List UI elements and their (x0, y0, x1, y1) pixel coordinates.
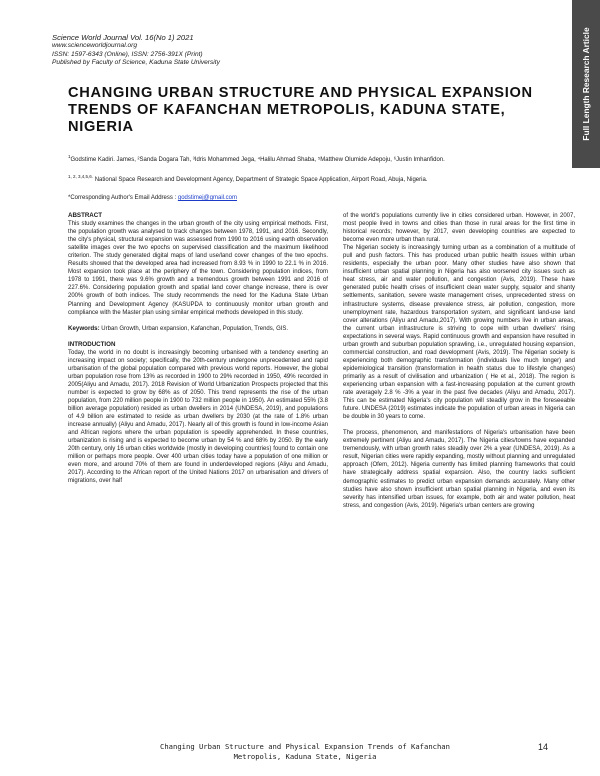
running-footer (90, 742, 520, 762)
corresponding-label: *Corresponding Author's Email Address : (68, 195, 178, 201)
article-title: CHANGING URBAN STRUCTURE AND PHYSICAL EXPANSION TRENDS OF KAFANCHAN METROPOLIS, KADUNA STATE, NIGERIA (68, 85, 533, 135)
paragraph-3: The process, phenomenon, and manifestations of Nigeria's urbanisation have been extremely pertinent (Aliyu and Amadu, 2017). The Nigeria cities/towns have expanded tremendously, with urban growth rates steadily over 2% a year (UNDESA, 2019). As a result, Nigerian cities were rapidly expanding, mostly without planning and unregulated approach (Ofem, 2012). Nigeria currently has limited planning frameworks that could have strategically address spatial expansion. Also, the country lacks sufficient demographic estimates to predict urban expansion demands accurately. Many other studies have also shown insufficient urban spatial planning in Nigeria, and even its severity has intensified urban issues, for example, both air and water pollution, heat stress, and congestion (Avis, 2019). Nigeria's urban centers are growing (343, 430, 575, 509)
journal-website: www.scienceworldjournal.org (52, 42, 138, 50)
corresponding-email-link[interactable]: godstimej@gmail.com (177, 195, 237, 201)
paragraph-2: The Nigerian society is increasingly turning urban as a combination of a multitude of pull and push factors. This has produced urban public health issues within urban residents, especially the urban poor. Many other studies have also shown that insufficient urban spatial planning in Nigeria has also worsened city issues such as heat stress, air and water pollution, and congestion (Avis, 2019). These have generated public health crises of insufficient clean water supply, squalor and shanty settlements, sanitation, severe waste management crises, unprecedented stress on infrastructure systems, disease prevalence stress, air pollution, congestion, more unemployment rate, hazardous transportation system, and significant land-use land cover alterations (Aliyu and Amadu,2017). With growing numbers live in urban areas, the current urban infrastructure is striving to cope with urban dwellers' rising expectations in several ways. Rapid continuous growth and expansion have resulted in urban growth and suburban population sprawling, i.e., unregulated housing expansion, commercial construction, and road development (Avis, 2019). The Nigerian society is experiencing both demographic transformation (individuals live much longer) and epidemiological transition (transformation in health status due to lifestyle changes) primarily as a result of civilisation and urbanization ( He et al., 2018). The region is experiencing urban expansion with a fast-increasing population at the current growth rate averagely 2.8 % -3% a year in the past five decades (Aliyu and Amadu, 2017). This can be estimated Nigeria's city population will steadily grow in the foreseeable future. UNDESA (2019) estimates indicate the population of urban areas in Nigeria can be double in 30 years to come. (343, 245, 575, 421)
affiliation-text: National Space Research and Development Agency, Department of Strategic Space Application, Airport Road, Abuja, Nigeria. (94, 177, 428, 183)
page-number: 14 (538, 742, 549, 752)
footer-line-1: Changing Urban Structure and Physical Expansion Trends of Kafanchan (160, 742, 450, 751)
journal-title: Science World Journal Vol. 16(No 1) 2021 (52, 33, 194, 42)
affiliation-sup: 1, 2, 3,4,5,6. (68, 174, 94, 179)
footer-line-2: Metropolis, Kaduna State, Nigeria (233, 752, 377, 761)
journal-publisher: Published by Faculty of Science, Kaduna State University (52, 59, 220, 67)
affiliation (68, 173, 558, 184)
right-column (343, 212, 575, 510)
author-sup: 1 (68, 154, 71, 159)
article-type-label: Full Length Research Article (581, 27, 591, 141)
left-column (68, 212, 328, 486)
journal-header (52, 33, 472, 68)
abstract-heading: ABSTRACT (68, 212, 103, 219)
author-list (68, 153, 558, 164)
introduction-text: Today, the world in no doubt is increasingly becoming urbanised with a tendency exerting an increasing impact on society; specifically, the 20th-century undergone unprecedented and rapid urbanisation of the global population compared with previous world reports. However, the global urban population rose from 13% as recorded in 1900 to 29% recorded in 1950, 49% recorded in 2005(Aliyu and Amadu, 2017). 2018 Revision of World Urbanization Prospects projected that this number is expected to grow by 68% as of 2050. This trend represents the rise of the urban population, from 220 million people in 1900 to 732 million people in 1950). An estimated 55% (3.8 billion average population) resided as urban dwellers in 2014 (UNDESA, 2019), and populations of 4.9 billion are estimated to reside as urban dwellers by 2030 (at the rate of 1.8% urban increase annually) (Aliyu and Amadu, 2017). Nearly all of this growth is found in low-income Asian and African regions where the urban population is speedily apprehended. In these countries, urbanization is rising and is expected to become urban by 54 % and 68% by 2050. By the early 20th century, only 16 urban cities worldwide (mostly in developing countries) found to contain one million or perhaps more people. Over 400 urban cities today have a population of one million or even more, and around 70% of them are found in underdeveloped regions (Aliyu and Amadu, 2017). According to the African report of the United Nations 2017 on urbanisation and drivers of migrations, over half (68, 349, 328, 485)
corresponding-author (68, 194, 558, 202)
article-type-tab (572, 0, 600, 168)
abstract-text: This study examines the changes in the urban growth of the city using empirical methods. First, the population growth was analysed to track changes between 1978, 1991, and 2016. Secondly, the city's physical, structural expansion was assessed from 1990 to 2016 using earth observation satellite images over the two epochs on supervised classification and the maximum likelihood criterion. The study generated digital maps of land use/land cover changes of the two epochs. Results showed that the developed area had increased from 8.93 % in 1990 to 22.1 % in 2016. Most expansion took place at the periphery of the town. Considering population indices, from 1978 to 1991, there was 9.6% growth and a tremendous growth between 1991 and 2016 of 227.6%. Considering population growth and spatial land cover change increase, there is over 200% growth of both indices. The study recommends the need for the Kaduna State Urban Planning and Development Agency (KASUPDA to continuously monitor urban growth and compliance with the Master plan using similar empirical methods developed in this study. (68, 221, 328, 316)
introduction-heading: INTRODUCTION (68, 340, 116, 348)
keywords-label: Keywords: (68, 324, 100, 332)
paragraph-1: of the world's populations currently live in cities considered urban. However, in 2007, most people lived in towns and cities than those in rural areas for the first time in historical records; however, by 2017, even developing countries are expected to become even more urban than rural. (343, 213, 575, 244)
keywords-text: Urban Growth, Urban expansion, Kafanchan, Population, Trends, GIS. (99, 325, 289, 332)
journal-issn: ISSN: 1597-6343 (Online), ISSN: 2756-391X (Print) (52, 50, 203, 58)
author-names: Godstime Kadiri. James, ²Sanda Dogara Tah, ³Idris Mohammed Jega, ⁴Halilu Ahmad Shaba, ⁵Matthew Olumide Adepoju, ⁶Justin Imhanfidon. (70, 157, 445, 163)
keywords (68, 325, 328, 333)
